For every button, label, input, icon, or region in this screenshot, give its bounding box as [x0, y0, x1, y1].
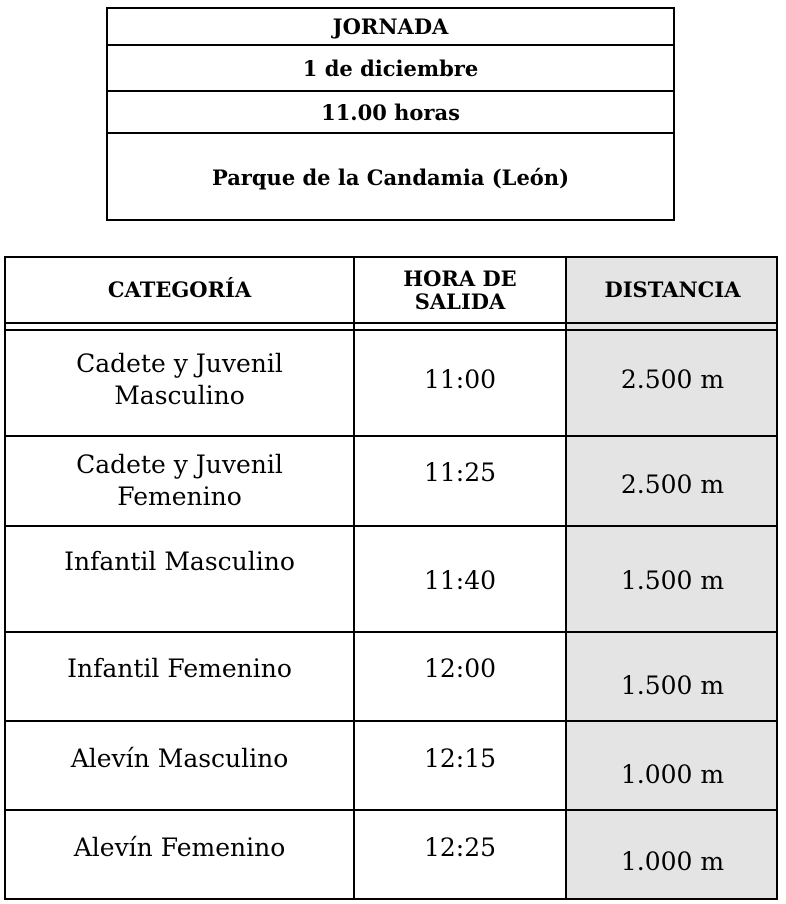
header-distance-label: DISTANCIA — [604, 277, 741, 303]
table-row-4-distance: 1.500 m — [620, 670, 725, 700]
table-row-3-category — [6, 527, 353, 597]
category-line1: Infantil Femenino — [67, 653, 292, 683]
table-row-5-distance: 1.000 m — [620, 759, 725, 789]
header-distance — [567, 258, 778, 322]
header-start-time-line2: SALIDA — [414, 289, 506, 314]
category-line2: Femenino — [117, 482, 242, 511]
table-row-3-distance: 1.500 m — [620, 565, 725, 595]
table-row-5-category — [6, 722, 353, 796]
header-category-label: CATEGORÍA — [107, 277, 252, 303]
header-start-time — [355, 258, 565, 322]
event-date: 1 de diciembre — [108, 46, 673, 92]
event-info-box — [106, 7, 675, 221]
header-divider-upper — [6, 322, 776, 324]
category-line2: Masculino — [114, 381, 245, 410]
table-row-6-category — [6, 811, 353, 885]
category-line1: Cadete y Juvenil — [76, 348, 283, 378]
event-location: Parque de la Candamia (León) — [211, 165, 570, 190]
schedule-table — [4, 256, 778, 900]
category-line1: Alevín Masculino — [70, 743, 289, 773]
table-row-4-category — [6, 633, 353, 705]
header-category — [6, 258, 353, 322]
table-row-3-time: 11:40 — [423, 565, 497, 595]
jornada-heading: JORNADA — [108, 9, 673, 46]
table-row-2-distance: 2.500 m — [620, 469, 725, 499]
table-row-6-distance: 1.000 m — [620, 847, 725, 877]
table-row-6-time: 12:25 — [423, 832, 497, 862]
column-divider — [565, 258, 567, 898]
category-line1: Cadete y Juvenil — [76, 449, 283, 479]
header-start-time-line1: HORA DE — [403, 265, 517, 291]
table-row-1-distance: 2.500 m — [620, 364, 725, 394]
event-time: 11.00 horas — [108, 92, 673, 134]
column-divider — [353, 258, 355, 898]
category-line1: Infantil Masculino — [64, 546, 295, 576]
table-row-5-time: 12:15 — [423, 743, 497, 773]
table-row-1-category — [6, 331, 353, 435]
table-row-2-time: 11:25 — [423, 457, 497, 487]
table-row-4-time: 12:00 — [423, 653, 497, 683]
category-line1: Alevín Femenino — [73, 832, 286, 862]
table-row-1-time: 11:00 — [423, 364, 497, 394]
table-row-2-category — [6, 437, 353, 525]
